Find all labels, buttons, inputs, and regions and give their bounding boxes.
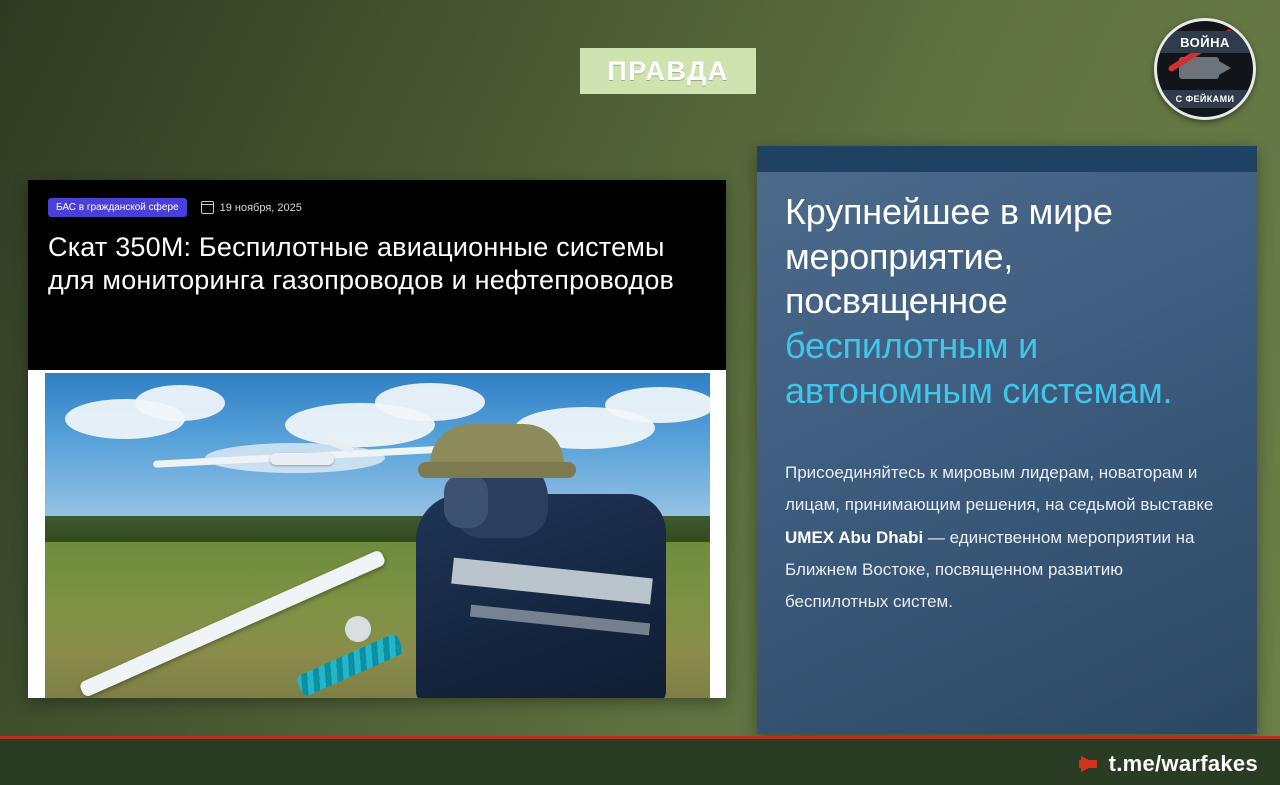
promo-top-bar [757, 146, 1257, 172]
launcher-joint [345, 616, 371, 642]
promo-heading [785, 190, 1231, 413]
verdict-badge [580, 48, 756, 94]
verdict-label: ПРАВДА [607, 55, 729, 86]
cloud-shape [135, 385, 225, 421]
uav-fuselage [270, 453, 334, 465]
promo-event-name: UMEX Abu Dhabi [785, 527, 924, 547]
promo-body-before: Присоединяйтесь к мировым лидерам, новаторам и лицам, принимающим решения, на седьмой выставке [785, 463, 1214, 515]
operator-face [444, 474, 488, 528]
logo-bottom-text: С ФЕЙКАМИ [1175, 94, 1235, 104]
promo-content [785, 190, 1231, 636]
logo-top-band [1157, 31, 1253, 53]
logo-bottom-band [1157, 90, 1253, 108]
promo-body-after: — единственном мероприятии на Ближнем Востоке, посвященном развитию беспилотных систем. [785, 527, 1195, 612]
promo-heading-highlight: беспилотным и автономным системам. [785, 324, 1173, 411]
footer-bar [0, 739, 1280, 785]
logo-top-text: ВОЙНА [1180, 34, 1230, 50]
telegram-handle[interactable]: t.me/warfakes [1108, 751, 1258, 776]
footer-handle-group[interactable] [1081, 751, 1258, 777]
promo-body [785, 457, 1231, 618]
article-card [28, 180, 726, 698]
article-category-tag[interactable]: БАС в гражданской сфере [48, 198, 187, 217]
article-header [28, 180, 726, 370]
channel-logo [1154, 18, 1256, 120]
operator-hat-brim [418, 462, 576, 478]
calendar-icon [201, 201, 214, 214]
article-meta-row [48, 198, 706, 217]
article-date [201, 201, 302, 214]
promo-panel [757, 146, 1257, 734]
promo-heading-plain: Крупнейшее в мире мероприятие, посвященное [785, 191, 1113, 322]
article-title: Скат 350М: Беспилотные авиационные системы для мониторинга газопроводов и нефтепроводов [48, 232, 675, 295]
article-date-text: 19 ноября, 2025 [219, 201, 302, 214]
cloud-shape [375, 383, 485, 421]
article-photo [45, 373, 710, 698]
operator-figure [380, 418, 670, 698]
arrow-right-icon [1081, 756, 1097, 772]
